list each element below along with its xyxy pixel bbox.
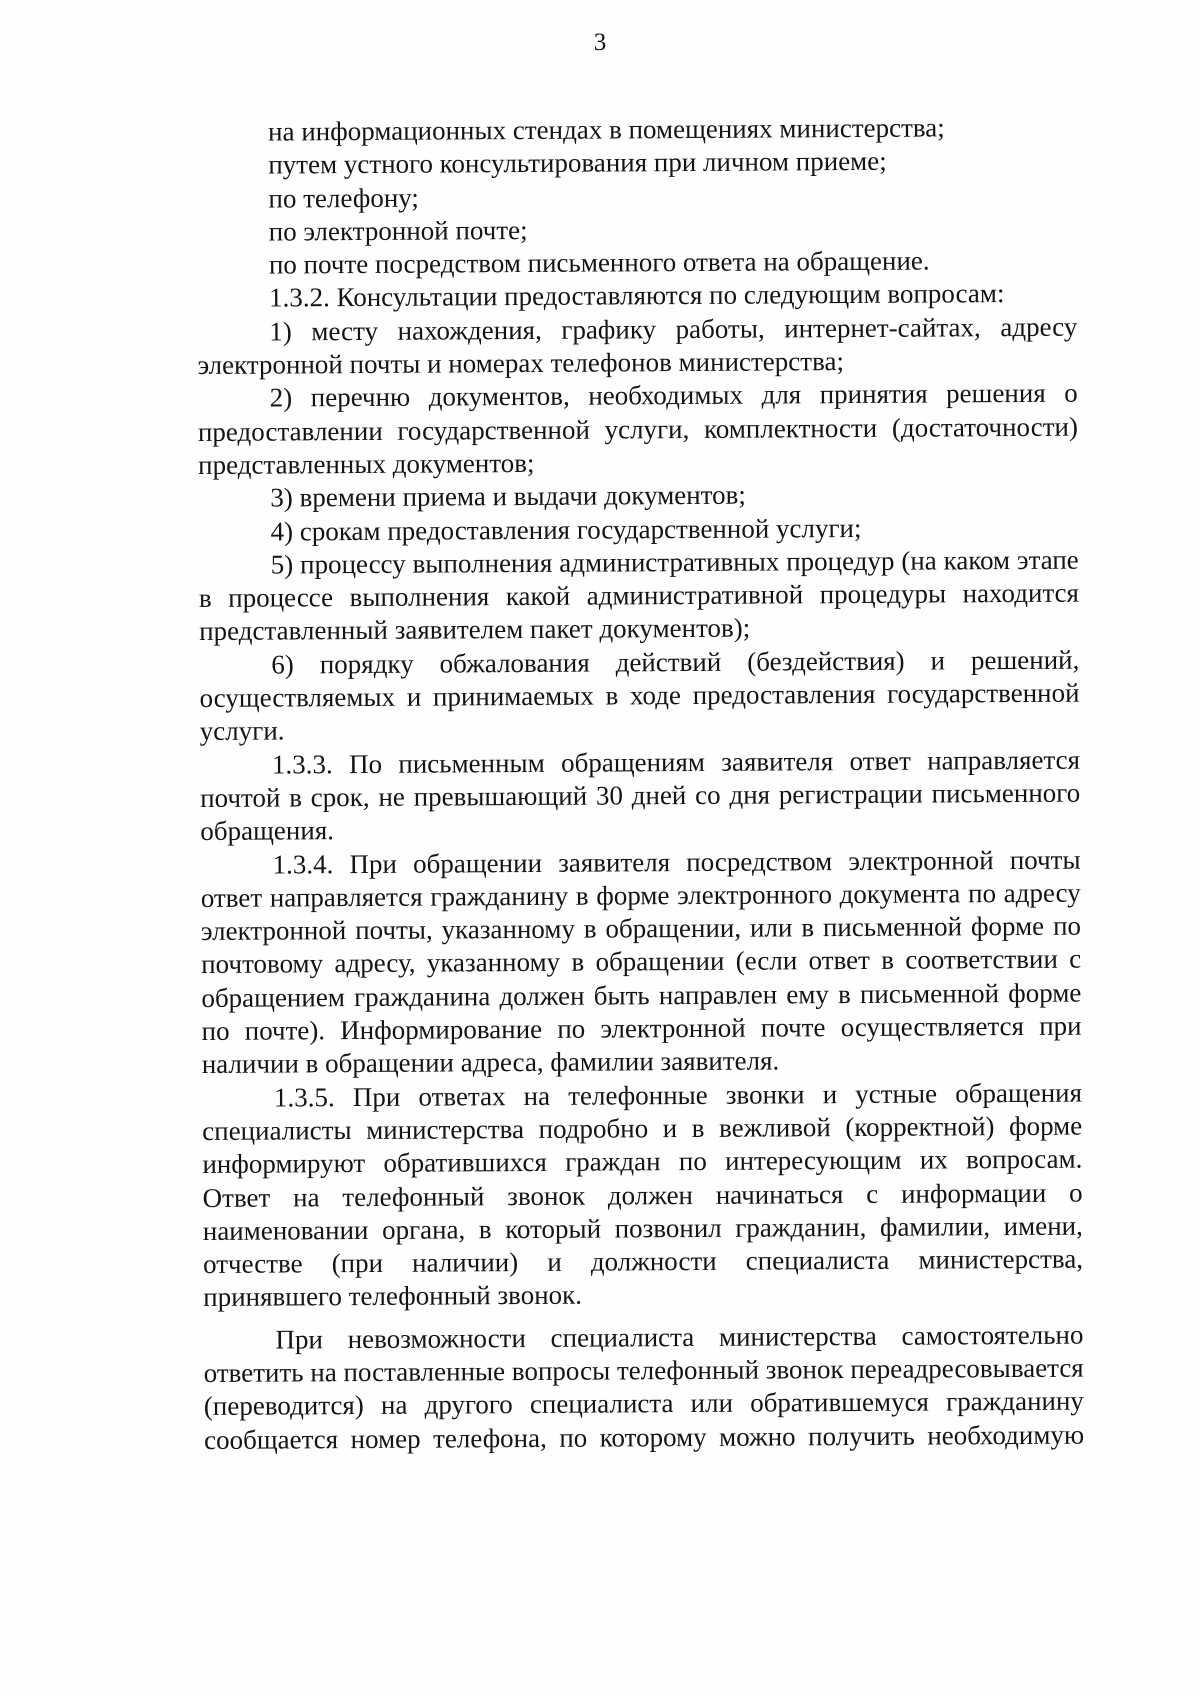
paragraph: 6) порядку обжалования действий (бездействия) и решений, осуществляемых и принимаемых в ходе предоставления государственной услуги. — [199, 644, 1080, 747]
page-number: 3 — [593, 29, 607, 56]
paragraph: путем устного консультирования при личном приеме; — [268, 146, 887, 180]
paragraph: по электронной почте; — [268, 214, 528, 247]
paragraph: 1.3.4. При обращении заявителя посредством электронной почты ответ направляется гражданину в форме электронного документа по адресу электронной почты, указанному в обращении, или в письменной форме по почтовому адресу, указанному в обращении (если ответ в соответствии с обращением гражданина должен быть направлен ему в письменной форме по почте). Информирование по электронной почте осуществляется при наличии в обращении адреса, фамилии заявителя. — [200, 844, 1082, 1080]
paragraph: 3) времени приема и выдачи документов; — [270, 479, 746, 513]
paragraph: на информационных стендах в помещениях министерства; — [268, 112, 945, 147]
paragraph: При невозможности специалиста министерства самостоятельно ответить на поставленные вопросы телефонный звонок переадресовывается (переводится) на другого специалиста или обратившемуся гражданину сообщается номер телефона, по которому можно получить необходимую — [203, 1319, 1085, 1455]
paragraph: по почте посредством письменного ответа на обращение. — [268, 245, 930, 280]
paragraph: 1.3.2. Консультации предоставляются по следующим вопросам: — [269, 278, 1005, 314]
document-body — [196, 111, 1084, 1457]
paragraph: 5) процессу выполнения административных процедур (на каком этапе в процессе выполнения какой административной процедуры находится представленный заявителем пакет документов); — [198, 544, 1080, 647]
paragraph: 1.3.3. По письменным обращениям заявителя ответ направляется почтой в срок, не превышающий 30 дней со дня регистрации письменного обращения. — [200, 744, 1081, 847]
paragraph: 1.3.5. При ответах на телефонные звонки и устные обращения специалисты министерства подробно и в вежливой (корректной) форме информируют обратившихся граждан по интересующим их вопросам. Ответ на телефонный звонок должен начинаться с информации о наименовании органа, в который позвонил гражданин, фамилии, имени, отчестве (при наличии) и должности специалиста министерства, принявшего телефонный звонок. — [202, 1077, 1084, 1313]
paragraph: 2) перечню документов, необходимых для принятия решения о предоставлении государственной услуги, комплектности (достаточности) представленных документов; — [197, 377, 1079, 480]
paragraph: 1) месту нахождения, графику работы, интернет-сайтах, адресу электронной почты и номерах телефонов министерства; — [197, 311, 1078, 381]
paragraph: 4) срокам предоставления государственной услуги; — [270, 512, 862, 547]
paragraph: по телефону; — [268, 182, 419, 214]
